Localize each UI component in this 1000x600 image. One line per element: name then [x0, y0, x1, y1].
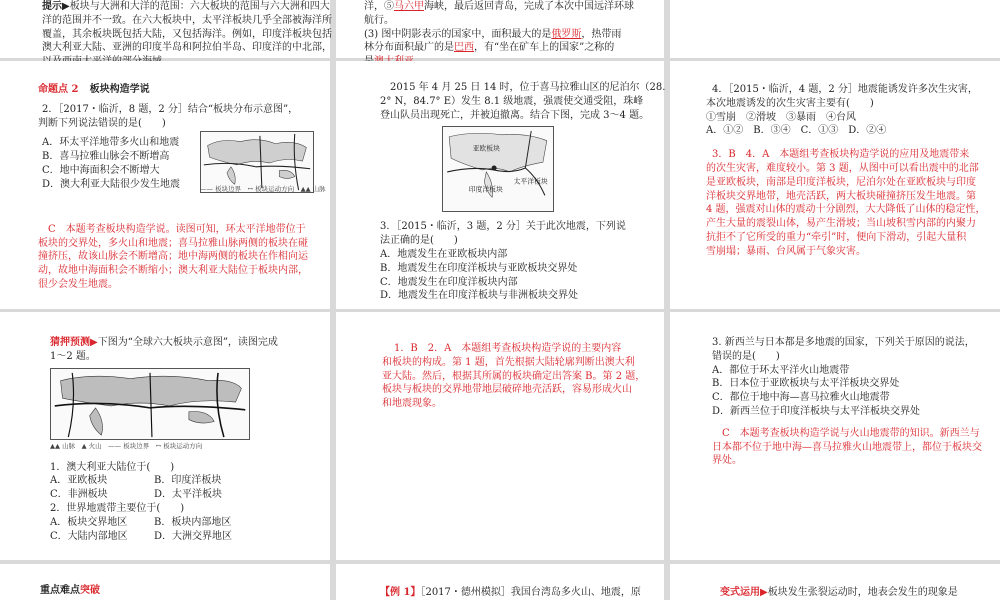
- answer-blank: 马六甲: [394, 1, 424, 12]
- option: A．都位于环太平洋火山地震带: [712, 364, 850, 376]
- answer-line: 和板块的构成。第 1 题，首先根据大陆轮廓判断出澳大利: [382, 356, 635, 368]
- plate-distribution-map: [200, 131, 314, 193]
- question-text: 法正确的是( ): [380, 235, 458, 247]
- slide-11: [336, 564, 664, 600]
- heading-title: 重点难点: [40, 585, 80, 596]
- option: D．大洲交界地区: [154, 530, 233, 542]
- prediction-label: 猜押预测▶: [50, 337, 98, 348]
- option: C．地震发生在印度洋板块内部: [380, 276, 518, 288]
- slide-9: [670, 312, 1000, 560]
- answer-line: 撞挤压，故该山脉会不断增高；地中海两侧的板块在作相向运: [38, 251, 308, 263]
- option: D．地震发生在印度洋板块与非洲板块交界处: [380, 290, 579, 302]
- tip-label: 提示▶: [42, 1, 70, 12]
- option: A．地震发生在亚欧板块内部: [380, 248, 508, 260]
- s1-line-2: 洋的范围并不一致。在六大板块中，太平洋板块几乎全部被海洋所: [42, 14, 332, 26]
- map-label: 太平洋板块: [513, 178, 548, 187]
- answer-line: 4 题，强震对山体的震动十分剧烈，大大降低了山体的稳定性，: [706, 204, 986, 216]
- answer-line: C 本题考查板块构造学说。读图可知，环太平洋地带位于: [48, 223, 306, 235]
- s2-line-3: [364, 28, 654, 42]
- section-heading: [38, 83, 310, 97]
- s2-text: 海峡，最后返回青岛，完成了本次中国远洋环球: [424, 1, 634, 12]
- slide-12: [670, 564, 1000, 600]
- options-list: [380, 248, 652, 303]
- s2-text: 洋，⑤: [364, 1, 394, 12]
- map-label: 亚欧板块: [472, 144, 500, 153]
- answer-explanation: [38, 223, 310, 292]
- options-grid: [50, 474, 310, 502]
- s2-line-4: [364, 41, 654, 55]
- map-legend: —— 板块边界 ↔ 板块运动方向 ▲▲ 山脉: [200, 185, 326, 193]
- question-text: 2．［2017・临沂，8 题，2 分］结合“板块分布示意图”，: [42, 103, 299, 115]
- options-list: [712, 364, 988, 419]
- options-grid: [50, 516, 310, 544]
- answer-line: 抗拒不了它所受的重力“牵引”时，便向下滑动，引起大量积: [706, 231, 967, 243]
- answer-line: 很少会发生地震。: [38, 278, 118, 290]
- s2-text: 林分布面积最广的是: [364, 42, 454, 54]
- heading-title: 板块构造学说: [89, 84, 150, 95]
- answer-line: 雪崩塌；暴雨、台风属于气象灾害。: [706, 245, 866, 257]
- question-text: 判断下列说法错误的是( ): [38, 117, 166, 129]
- option: A．亚欧板块: [50, 475, 108, 487]
- slide-4: [0, 61, 330, 309]
- slide-3: [670, 0, 1000, 58]
- intro-text: 2° N，84.7° E）发生 8.1 级地震，强震使交通受阻，珠峰: [380, 95, 644, 107]
- variant-label: 变式运用▶: [720, 587, 768, 598]
- answer-blank: 俄罗斯: [551, 28, 582, 40]
- option: D．太平洋板块: [154, 489, 223, 501]
- answer-line: 的次生灾害，难度较小。第 3 题，从图中可以看出震中的北部: [706, 162, 979, 174]
- option: D．新西兰位于印度洋板块与太平洋板块交界处: [712, 405, 921, 417]
- question-text: 1．澳大利亚大陆位于( ): [50, 461, 175, 473]
- heading-number: 命题点 2: [38, 84, 79, 95]
- answer-explanation: [712, 427, 988, 468]
- plate-map-figure: [443, 127, 553, 211]
- s2-line-2: 航行。: [364, 14, 394, 26]
- answer-blank: 巴西: [454, 42, 474, 54]
- option: D．澳大利亚大陆很少发生地震: [42, 178, 181, 190]
- option: B．地震发生在印度洋板块与亚欧板块交界处: [380, 262, 578, 274]
- s1-line-3: 覆盖，其余板块既包括大陆，又包括海洋。例如，印度洋板块包括: [42, 28, 332, 40]
- slide-7: [0, 312, 330, 560]
- question-text: 本次地震诱发的次生灾害主要有( ): [706, 97, 874, 109]
- answer-line: 和地震现象。: [382, 398, 442, 410]
- s2-text: ，热带雨: [581, 28, 622, 40]
- slide-2: [336, 0, 664, 58]
- question-options: A．①② B．③④ C．①③ D．②④: [706, 125, 887, 137]
- answer-explanation: [382, 342, 652, 411]
- section-heading: [40, 584, 330, 598]
- intro-text: 1～2 题。: [50, 350, 96, 362]
- option: C．大陆内部地区: [50, 530, 128, 542]
- option: A．环太平洋地带多火山和地震: [42, 137, 180, 149]
- answer-line: 日本都不位于地中海—喜马拉雅火山地震带上，都位于板块交: [712, 441, 982, 453]
- s1-line-4: 澳大利亚大陆、亚洲的印度半岛和阿拉伯半岛、印度洋的中北部，: [42, 42, 332, 54]
- answer-line: C 本题考查板块构造学说与火山地震带的知识。新西兰与: [722, 427, 980, 439]
- answer-line: 3．B 4．A 本题组考查板块构造学说的应用及地震带来: [712, 149, 970, 161]
- answer-line: 板块的交界处，多火山和地震；喜马拉雅山脉两侧的板块在碰: [38, 237, 308, 249]
- plates-map-figure: [51, 369, 249, 439]
- example-label: 【例 1】: [380, 587, 421, 598]
- s1-text: 板块与大洲和大洋的范围：六大板块的范围与六大洲和四大: [69, 1, 330, 12]
- intro-text: 2015 年 4 月 25 日 14 时，位于喜马拉雅山区的尼泊尔（28.: [390, 82, 666, 93]
- example-text: ［2017・德州模拟］我国台湾岛多火山、地震，原: [420, 587, 641, 598]
- question-block: [50, 461, 310, 544]
- answer-line: 亚大陆。然后，根据其所属的板块确定出答案 B。第 2 题，: [382, 370, 646, 382]
- question-text: 4．［2015・临沂，4 题，2 分］地震能诱发许多次生灾害，: [712, 84, 978, 95]
- answer-line: 板块与板块的交界地带地层破碎地壳活跃，容易形成火山: [382, 384, 632, 396]
- map-label: 印度洋板块: [468, 185, 503, 194]
- six-plates-map: [50, 368, 250, 440]
- slide-8: [336, 312, 664, 560]
- question-text: 错误的是( ): [712, 350, 780, 362]
- slide-6: [670, 61, 1000, 309]
- question-text: 3. 新西兰与日本都是多地震的国家，下列关于原因的说法，: [712, 337, 975, 348]
- answer-line: 动，故地中海面积会不断缩小；澳大利亚大陆位于板块内部，: [38, 265, 308, 277]
- slide-10: [0, 564, 330, 600]
- option: C．非洲板块: [50, 489, 108, 501]
- heading-accent: 突破: [80, 585, 100, 596]
- example-intro: [380, 586, 664, 600]
- option: B．日本位于亚欧板块与太平洋板块交界处: [712, 378, 900, 390]
- answer-line: 界处。: [712, 455, 742, 467]
- question-block: [380, 220, 652, 303]
- question-text: 2．世界地震带主要位于( ): [50, 502, 185, 514]
- variant-text: 板块发生张裂运动时，地表会发生的现象是: [767, 587, 958, 598]
- option: B．印度洋板块: [154, 475, 222, 487]
- question-text: ①雪崩 ②滑坡 ③暴雨 ④台风: [706, 111, 856, 123]
- question-text: 3．［2015・临沂，3 题，2 分］关于此次地震，下列说: [380, 221, 626, 233]
- intro-text: 登山队员出现死亡，并被迫撤离。结合下图，完成 3～4 题。: [380, 109, 650, 121]
- s2-text: ，有“坐在矿车上的国家”之称的: [474, 42, 615, 54]
- intro-text: 下图为“全球六大板块示意图”，读图完成: [97, 337, 278, 348]
- slide-1: [0, 0, 330, 58]
- s2-line-1: [364, 0, 654, 14]
- option: C．地中海面积会不断增大: [42, 164, 160, 176]
- variant-intro: [720, 586, 1000, 600]
- answer-line: 产生大量的震裂山体，易产生滑坡；当山坡积雪内部的内聚力: [706, 218, 976, 230]
- s1-line-1: [42, 0, 330, 14]
- answer-line: 是亚欧板块，南部是印度洋板块，尼泊尔处在亚欧板块与印度: [706, 176, 976, 188]
- prediction-intro: [50, 336, 310, 350]
- s2-text: (3) 图中阴影表示的国家中，面积最大的是: [364, 28, 552, 40]
- nepal-plate-map: [442, 126, 554, 212]
- slide-5: [336, 61, 664, 309]
- world-map-figure: [201, 132, 313, 192]
- answer-explanation: [706, 148, 990, 258]
- option: C．都位于地中海—喜马拉雅火山地震带: [712, 392, 890, 404]
- option: B．板块内部地区: [154, 516, 232, 528]
- map-legend: ▲▲ 山脉 ▲ 火山 —— 板块边界 ↔ 板块运动方向: [50, 441, 203, 450]
- answer-line: 1．B 2．A 本题组考查板块构造学说的主要内容: [394, 343, 622, 354]
- answer-line: 洋板块交界地带，地壳活跃，两大板块碰撞挤压发生地震。第: [706, 190, 976, 202]
- option: B．喜马拉雅山脉会不断增高: [42, 151, 170, 163]
- option: A．板块交界地区: [50, 516, 128, 528]
